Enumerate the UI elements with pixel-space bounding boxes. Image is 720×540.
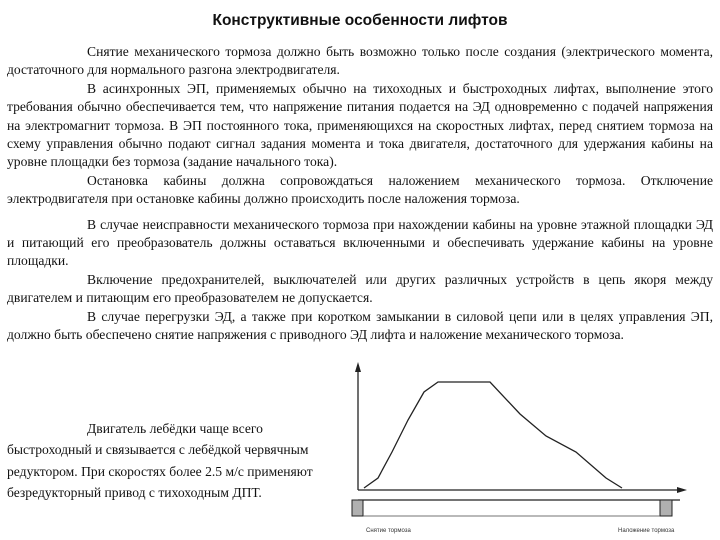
speed-curve xyxy=(364,382,622,488)
side-note-text: Двигатель лебёдки чаще всего быстроходный и связывается с лебёдкой червячным редуктором. При скоростях более 2.5 м/с применяют безредукторный привод с тихоходным ДПТ. xyxy=(7,421,313,501)
page-title: Конструктивные особенности лифтов xyxy=(212,12,508,29)
label-brake-apply: Наложение тормоза xyxy=(618,528,675,534)
speed-diagram xyxy=(330,360,710,538)
paragraph-4: В случае неисправности механического тормоза при нахождении кабины на уровне этажной площадки ЭД и питающий его преобразователь должны оставаться включенными и обеспечивать удержание кабины на уровне площадки. xyxy=(7,216,713,269)
paragraph-5: Включение предохранителей, выключателей или других различных устройств в цепь якоря между двигателем и питающим его преобразователем не допускается. xyxy=(7,271,713,306)
main-text xyxy=(7,43,713,345)
brake-pulse-right xyxy=(660,500,672,516)
brake-pulse-left xyxy=(352,500,363,516)
side-note xyxy=(7,418,319,504)
label-brake-release: Снятие тормоза xyxy=(366,528,411,534)
x-axis-arrow xyxy=(677,487,687,493)
y-axis-arrow xyxy=(355,362,361,372)
paragraph-2: В асинхронных ЭП, применяемых обычно на тихоходных и быстроходных лифтах, выполнение этого требования обычно обеспечивается тем, что напряжение питания подается на ЭД одновременно с подачей напряжения на электромагнит тормоза. В ЭП постоянного тока, применяющихся на скоростных лифтах, перед снятием тормоза на схему управления обычно подают сигнал задания момента и тока двигателя, достаточного для удержания кабины на уровне площадки без тормоза (задание начального тока). xyxy=(7,80,713,170)
paragraph-1: Снятие механического тормоза должно быть возможно только после создания (электрического момента, достаточного для нормального разгона электродвигателя. xyxy=(7,44,713,78)
paragraph-6: В случае перегрузки ЭД, а также при коротком замыкании в силовой цепи или в целях управления ЭП, должно быть обеспечено снятие напряжения с приводного ЭД лифта и наложение механического тормоза. xyxy=(7,308,713,343)
paragraph-3: Остановка кабины должна сопровождаться наложением механического тормоза. Отключение электродвигателя при остановке кабины должно происходить после наложения тормоза. xyxy=(7,172,713,207)
